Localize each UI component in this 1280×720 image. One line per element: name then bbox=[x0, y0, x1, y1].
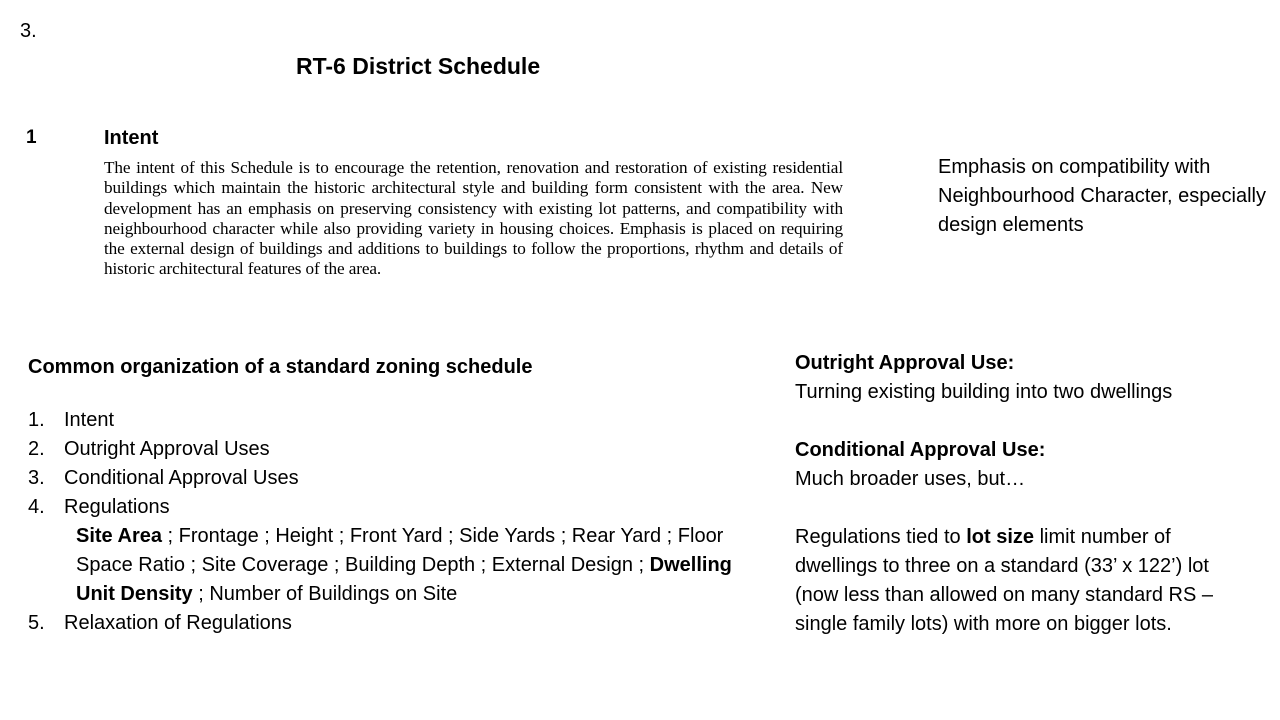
list-item bbox=[28, 435, 748, 464]
dwelling-unit-density-term: Dwelling Unit Density bbox=[76, 554, 732, 605]
list-label: Conditional Approval Uses bbox=[64, 467, 299, 489]
intent-paragraph: The intent of this Schedule is to encourage the retention, renovation and restoration of existing residential buildings which maintain the historic architectural style and building form consistent with the area. New development has an emphasis on preserving consistency with existing lot patterns, and compatibility with neighbourhood character while also providing variety in housing choices. Emphasis is placed on requiring the external design of buildings and additions to buildings to follow the proportions, rhythm and details of historic architectural features of the area. bbox=[104, 158, 843, 279]
list-number: 5. bbox=[28, 612, 45, 634]
site-area-term: Site Area bbox=[76, 525, 162, 547]
organization-title: Common organization of a standard zoning schedule bbox=[28, 356, 533, 378]
regulations-note-start: Regulations tied to bbox=[795, 526, 967, 548]
list-item bbox=[28, 406, 748, 435]
document-title: RT-6 District Schedule bbox=[296, 53, 541, 79]
regulations-text-end: ; Number of Buildings on Site bbox=[192, 583, 458, 605]
list-label: Regulations bbox=[64, 496, 170, 518]
organization-list bbox=[28, 406, 748, 638]
slide-number: 3. bbox=[20, 20, 37, 42]
list-item bbox=[28, 493, 748, 609]
list-number: 3. bbox=[28, 467, 45, 489]
lot-size-term: lot size bbox=[966, 526, 1035, 548]
list-number: 4. bbox=[28, 496, 45, 518]
regulations-text: ; Frontage ; Height ; Front Yard ; Side Yards ; Rear Yard ; Floor Space Ratio ; Site Coverage ; Building Depth ; External Design ; bbox=[76, 525, 724, 576]
list-item bbox=[28, 464, 748, 493]
side-note: Emphasis on compatibility with Neighbourhood Character, especially design elements bbox=[938, 156, 1266, 236]
section-heading: Intent bbox=[104, 127, 159, 149]
regulations-note-end: limit number of dwellings to three on a standard (33’ x 122’) lot (now less than allowed on many standard RS – single family lots) with more on bigger lots. bbox=[795, 526, 1214, 635]
regulations-note bbox=[795, 523, 1255, 639]
outright-text: Turning existing building into two dwellings bbox=[795, 381, 1173, 403]
notes-column bbox=[795, 349, 1255, 639]
conditional-text: Much broader uses, but… bbox=[795, 468, 1026, 490]
list-label: Relaxation of Regulations bbox=[64, 612, 292, 634]
list-number: 1. bbox=[28, 409, 45, 431]
conditional-heading: Conditional Approval Use: bbox=[795, 439, 1046, 461]
list-label: Outright Approval Uses bbox=[64, 438, 270, 460]
list-label: Intent bbox=[64, 409, 115, 431]
list-item bbox=[28, 609, 748, 638]
list-number: 2. bbox=[28, 438, 45, 460]
section-number: 1 bbox=[26, 127, 37, 148]
regulations-sublist bbox=[64, 522, 748, 609]
outright-heading: Outright Approval Use: bbox=[795, 352, 1015, 374]
